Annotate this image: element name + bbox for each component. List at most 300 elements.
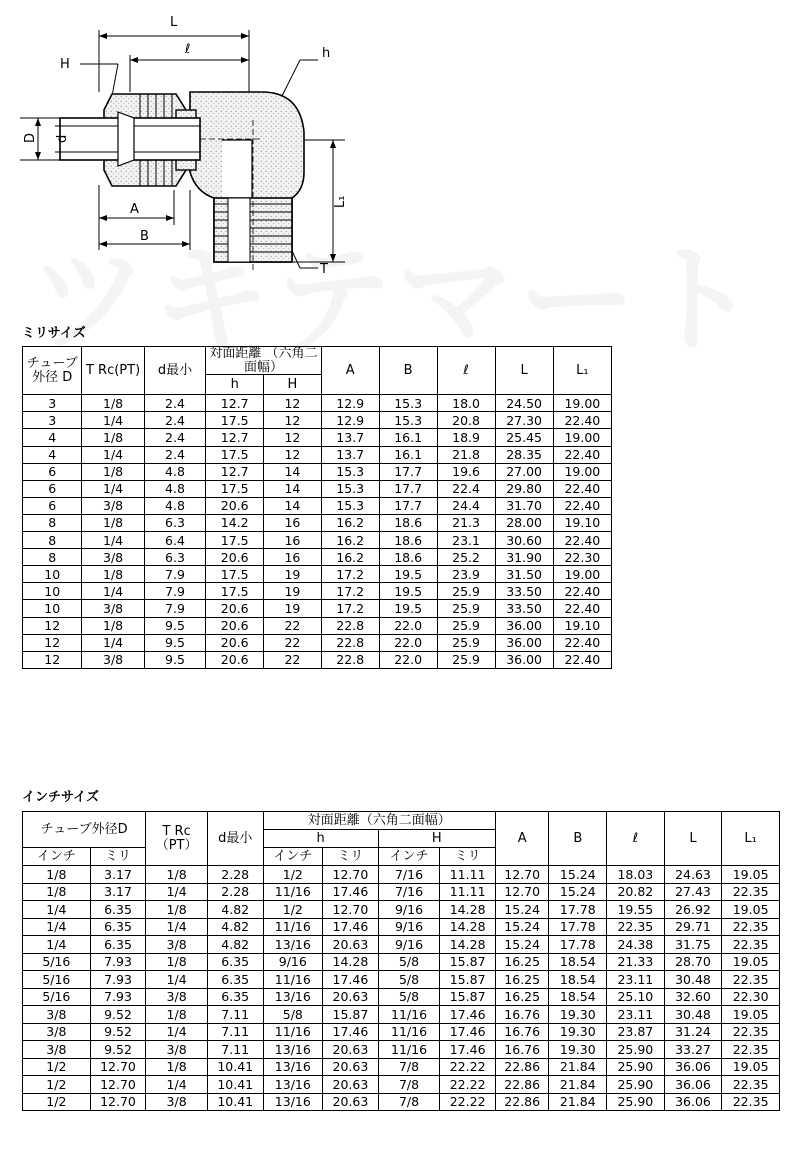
table-cell: 1/8 [146,1006,208,1024]
table-cell: 15.87 [440,953,496,971]
table-cell: 11.11 [440,883,496,901]
table-cell: 16.76 [495,1006,549,1024]
table-cell: 5/8 [263,1006,323,1024]
table-cell: 25.9 [437,651,495,668]
table-cell: 22.35 [722,1076,780,1094]
table-cell: 16.25 [495,953,549,971]
table-cell: 18.6 [379,549,437,566]
table-cell: 16.1 [379,429,437,446]
table-cell: 20.6 [206,549,264,566]
table-cell: 14 [264,480,322,497]
table-cell: 19.00 [553,566,611,583]
table-cell: 17.46 [323,1023,379,1041]
table-row [23,971,780,989]
table-cell: 19.05 [722,901,780,919]
table-cell: 4.82 [207,901,263,919]
table-cell: 1/4 [146,971,208,989]
table-cell: 12.7 [206,429,264,446]
table-cell: 17.2 [321,600,379,617]
table-cell: 5/8 [378,988,440,1006]
table-row [23,634,612,651]
table-cell: 20.63 [323,1093,379,1111]
table-cell: 2.4 [144,412,206,429]
header-l: ℓ [437,347,495,395]
table-cell: 12.9 [321,412,379,429]
table-cell: 3.17 [90,866,146,884]
table-cell: 20.63 [323,988,379,1006]
table-cell: 22.8 [321,651,379,668]
table-cell: 18.9 [437,429,495,446]
table-cell: 15.3 [379,395,437,412]
table-cell: 12 [23,634,82,651]
table-cell: 1/8 [23,883,91,901]
table-cell: 22.40 [553,497,611,514]
table-cell: 25.9 [437,583,495,600]
table-cell: 22.4 [437,480,495,497]
table-cell: 3/8 [82,600,144,617]
table-cell: 15.24 [549,883,607,901]
table-cell: 1/8 [82,395,144,412]
table-cell: 24.50 [495,395,553,412]
table-cell: 20.63 [323,936,379,954]
table-cell: 12 [23,617,82,634]
table-cell: 22.40 [553,634,611,651]
table-cell: 1/8 [146,866,208,884]
table-cell: 24.4 [437,497,495,514]
table-cell: 13/16 [263,1058,323,1076]
table-cell: 23.87 [607,1023,665,1041]
table-cell: 21.84 [549,1058,607,1076]
table-cell: 14.28 [440,918,496,936]
table-cell: 22.35 [722,936,780,954]
table-cell: 7.11 [207,1041,263,1059]
table-cell: 17.46 [440,1023,496,1041]
table-row [23,532,612,549]
table-cell: 2.4 [144,429,206,446]
table-cell: 21.84 [549,1093,607,1111]
table-cell: 22.35 [722,1023,780,1041]
table-cell: 5/16 [23,971,91,989]
table-cell: 25.45 [495,429,553,446]
table-cell: 9.52 [90,1023,146,1041]
table-cell: 33.50 [495,600,553,617]
table-cell: 25.10 [607,988,665,1006]
table-cell: 15.3 [379,412,437,429]
table-cell: 5/8 [378,971,440,989]
table-cell: 8 [23,549,82,566]
table-cell: 17.5 [206,532,264,549]
table-cell: 9.5 [144,651,206,668]
table-cell: 25.9 [437,617,495,634]
header-mm: ミリ [90,848,146,866]
table-cell: 17.7 [379,497,437,514]
table-cell: 22.40 [553,480,611,497]
table-row [23,549,612,566]
table-row [23,1041,780,1059]
table-row [23,429,612,446]
header-H-inch: インチ [378,848,440,866]
table-cell: 28.35 [495,446,553,463]
table-cell: 29.71 [664,918,722,936]
header-across-flats: 対面距離 （六角二面幅） [206,347,321,375]
table-cell: 19.00 [553,463,611,480]
table-cell: 4.8 [144,480,206,497]
table-cell: 19.30 [549,1006,607,1024]
header-B: B [549,812,607,866]
table-cell: 22.8 [321,634,379,651]
table-cell: 1/8 [146,953,208,971]
table-cell: 1/4 [146,1023,208,1041]
table-cell: 9.5 [144,617,206,634]
table-cell: 17.2 [321,566,379,583]
table-cell: 1/2 [23,1058,91,1076]
table-cell: 17.78 [549,901,607,919]
header-dmin: d最小 [207,812,263,866]
table-cell: 11/16 [378,1006,440,1024]
table-cell: 20.6 [206,634,264,651]
header-dmin: d最小 [144,347,206,395]
label-h: h [322,46,331,61]
table-cell: 1/4 [82,634,144,651]
header-H: H [378,830,495,848]
table-cell: 16.2 [321,549,379,566]
table-cell: 19 [264,566,322,583]
table-cell: 4.8 [144,497,206,514]
table-cell: 22.86 [495,1076,549,1094]
table-cell: 9/16 [378,936,440,954]
table-cell: 22.35 [722,883,780,901]
label-L1: L₁ [333,195,348,208]
table-cell: 22 [264,634,322,651]
label-T: T [320,262,328,277]
table-cell: 17.46 [323,883,379,901]
header-T: T Rc（PT） [146,812,208,866]
table-cell: 6.35 [90,918,146,936]
table-cell: 13/16 [263,988,323,1006]
table-row [23,412,612,429]
label-A: A [130,202,139,217]
table-cell: 3/8 [23,1006,91,1024]
header-H-mm: ミリ [440,848,496,866]
table-cell: 22.8 [321,617,379,634]
table-cell: 7/16 [378,866,440,884]
milli-size-table [22,346,612,669]
table-cell: 25.90 [607,1058,665,1076]
table-cell: 4.8 [144,463,206,480]
table-cell: 20.6 [206,651,264,668]
table-row [23,1076,780,1094]
milli-section-title: ミリサイズ [22,326,86,341]
table-cell: 18.54 [549,988,607,1006]
table-cell: 22.22 [440,1058,496,1076]
table-cell: 22.0 [379,634,437,651]
table-cell: 19.5 [379,600,437,617]
table-cell: 19.5 [379,566,437,583]
table-cell: 22.35 [722,971,780,989]
table-cell: 12 [264,412,322,429]
table-cell: 3/8 [82,497,144,514]
table-cell: 23.11 [607,1006,665,1024]
table-cell: 19.05 [722,1058,780,1076]
table-cell: 5/16 [23,953,91,971]
table-cell: 1/2 [263,901,323,919]
table-cell: 4 [23,429,82,446]
table-cell: 27.30 [495,412,553,429]
table-row [23,1093,780,1111]
table-cell: 17.2 [321,583,379,600]
table-cell: 20.63 [323,1076,379,1094]
header-tube-od: チューブ外径D [23,812,146,848]
table-row [23,953,780,971]
table-cell: 33.27 [664,1041,722,1059]
table-cell: 17.46 [323,918,379,936]
table-cell: 1/4 [82,480,144,497]
table-cell: 1/4 [146,1076,208,1094]
label-d: d [55,134,70,143]
table-cell: 15.24 [495,936,549,954]
table-cell: 2.28 [207,883,263,901]
table-cell: 12.70 [90,1093,146,1111]
label-L: L [170,15,178,30]
table-cell: 1/4 [23,918,91,936]
table-cell: 7/8 [378,1093,440,1111]
table-cell: 10.41 [207,1076,263,1094]
table-cell: 7/8 [378,1076,440,1094]
table-cell: 19.30 [549,1023,607,1041]
header-L: L [495,347,553,395]
table-cell: 36.00 [495,617,553,634]
table-cell: 13/16 [263,936,323,954]
table-cell: 18.54 [549,953,607,971]
table-cell: 19.00 [553,395,611,412]
table-cell: 23.1 [437,532,495,549]
table-cell: 31.70 [495,497,553,514]
table-cell: 1/8 [82,463,144,480]
table-cell: 30.48 [664,971,722,989]
table-row [23,566,612,583]
header-tube-od: チューブ 外径 D [23,347,82,395]
table-cell: 6.3 [144,549,206,566]
table-cell: 14.28 [323,953,379,971]
table-row [23,497,612,514]
table-cell: 22.0 [379,651,437,668]
table-cell: 6.4 [144,532,206,549]
table-cell: 17.5 [206,583,264,600]
milli-table-body [23,395,612,669]
table-cell: 19.5 [379,583,437,600]
table-cell: 17.78 [549,918,607,936]
header-L1: L₁ [553,347,611,395]
table-cell: 7.93 [90,988,146,1006]
table-cell: 22.40 [553,412,611,429]
table-cell: 5/8 [378,953,440,971]
table-cell: 16 [264,514,322,531]
table-cell: 3/8 [146,1093,208,1111]
table-cell: 7.9 [144,583,206,600]
table-cell: 12.70 [323,866,379,884]
table-cell: 14.28 [440,936,496,954]
table-cell: 25.90 [607,1076,665,1094]
inch-size-table [22,811,780,1111]
table-cell: 9/16 [378,901,440,919]
table-cell: 25.9 [437,634,495,651]
table-cell: 13.7 [321,446,379,463]
table-cell: 28.70 [664,953,722,971]
table-cell: 6 [23,497,82,514]
table-cell: 12 [264,446,322,463]
table-cell: 1/2 [23,1076,91,1094]
table-cell: 15.87 [323,1006,379,1024]
table-cell: 25.9 [437,600,495,617]
table-cell: 12.70 [90,1058,146,1076]
table-cell: 22.40 [553,532,611,549]
table-cell: 1/8 [146,1058,208,1076]
header-h: h [206,375,264,395]
table-cell: 28.00 [495,514,553,531]
table-cell: 14.28 [440,901,496,919]
table-cell: 16.2 [321,514,379,531]
table-cell: 1/8 [82,429,144,446]
table-cell: 22.35 [607,918,665,936]
table-row [23,866,780,884]
table-cell: 25.2 [437,549,495,566]
table-cell: 9/16 [263,953,323,971]
table-cell: 12.70 [495,883,549,901]
table-cell: 1/4 [82,583,144,600]
table-cell: 6.35 [207,971,263,989]
table-cell: 9.52 [90,1041,146,1059]
table-cell: 3.17 [90,883,146,901]
table-row [23,1006,780,1024]
table-cell: 23.9 [437,566,495,583]
table-cell: 22.0 [379,617,437,634]
table-cell: 32.60 [664,988,722,1006]
table-cell: 22.22 [440,1076,496,1094]
table-cell: 3/8 [23,1023,91,1041]
table-cell: 24.38 [607,936,665,954]
table-cell: 22.40 [553,651,611,668]
table-cell: 20.63 [323,1058,379,1076]
table-cell: 3 [23,412,82,429]
table-cell: 17.5 [206,412,264,429]
table-cell: 16 [264,532,322,549]
table-cell: 1/8 [82,566,144,583]
table-cell: 16.2 [321,532,379,549]
header-L: L [664,812,722,866]
table-cell: 36.00 [495,634,553,651]
table-cell: 30.48 [664,1006,722,1024]
table-cell: 1/4 [23,936,91,954]
table-cell: 10.41 [207,1058,263,1076]
table-cell: 17.5 [206,566,264,583]
table-cell: 7.9 [144,566,206,583]
table-row [23,918,780,936]
table-cell: 16.76 [495,1023,549,1041]
table-row [23,1023,780,1041]
table-row [23,600,612,617]
table-cell: 18.6 [379,514,437,531]
table-cell: 18.54 [549,971,607,989]
table-cell: 27.00 [495,463,553,480]
table-cell: 15.3 [321,480,379,497]
table-cell: 20.8 [437,412,495,429]
table-cell: 1/8 [146,901,208,919]
table-cell: 20.6 [206,497,264,514]
table-cell: 6 [23,480,82,497]
table-cell: 3/8 [23,1041,91,1059]
table-cell: 1/8 [23,866,91,884]
table-cell: 22.35 [722,918,780,936]
table-cell: 11/16 [263,918,323,936]
table-cell: 2.4 [144,395,206,412]
table-cell: 8 [23,532,82,549]
table-cell: 17.5 [206,446,264,463]
table-cell: 16.25 [495,971,549,989]
table-cell: 1/4 [146,918,208,936]
table-cell: 25.90 [607,1041,665,1059]
table-cell: 1/4 [82,446,144,463]
table-cell: 16 [264,549,322,566]
table-cell: 19.00 [553,429,611,446]
table-row [23,936,780,954]
table-cell: 6.35 [207,988,263,1006]
table-cell: 15.3 [321,497,379,514]
table-row [23,463,612,480]
table-cell: 1/8 [82,514,144,531]
table-cell: 11/16 [263,1023,323,1041]
table-cell: 31.24 [664,1023,722,1041]
table-cell: 22.30 [722,988,780,1006]
table-cell: 19.10 [553,617,611,634]
table-cell: 23.11 [607,971,665,989]
table-cell: 3/8 [82,549,144,566]
table-cell: 12.70 [90,1076,146,1094]
table-row [23,446,612,463]
table-cell: 12 [23,651,82,668]
label-B: B [140,229,149,244]
table-cell: 7.93 [90,971,146,989]
table-cell: 7.11 [207,1006,263,1024]
table-cell: 1/2 [263,866,323,884]
table-cell: 15.24 [549,866,607,884]
table-cell: 9/16 [378,918,440,936]
header-L1: L₁ [722,812,780,866]
table-cell: 1/4 [146,883,208,901]
header-T: T Rc(PT) [82,347,144,395]
table-cell: 3/8 [146,988,208,1006]
table-cell: 17.46 [440,1006,496,1024]
table-cell: 20.6 [206,617,264,634]
table-cell: 20.82 [607,883,665,901]
table-cell: 5/16 [23,988,91,1006]
table-cell: 10 [23,583,82,600]
table-cell: 22.35 [722,1041,780,1059]
table-row [23,651,612,668]
table-cell: 22 [264,617,322,634]
table-cell: 15.3 [321,463,379,480]
table-cell: 19.05 [722,953,780,971]
table-cell: 17.46 [440,1041,496,1059]
table-cell: 6.3 [144,514,206,531]
inch-table-body [23,866,780,1111]
table-cell: 21.3 [437,514,495,531]
table-cell: 2.4 [144,446,206,463]
table-cell: 11/16 [263,971,323,989]
table-cell: 17.7 [379,463,437,480]
table-cell: 20.6 [206,600,264,617]
table-cell: 11.11 [440,866,496,884]
header-h-inch: インチ [263,848,323,866]
